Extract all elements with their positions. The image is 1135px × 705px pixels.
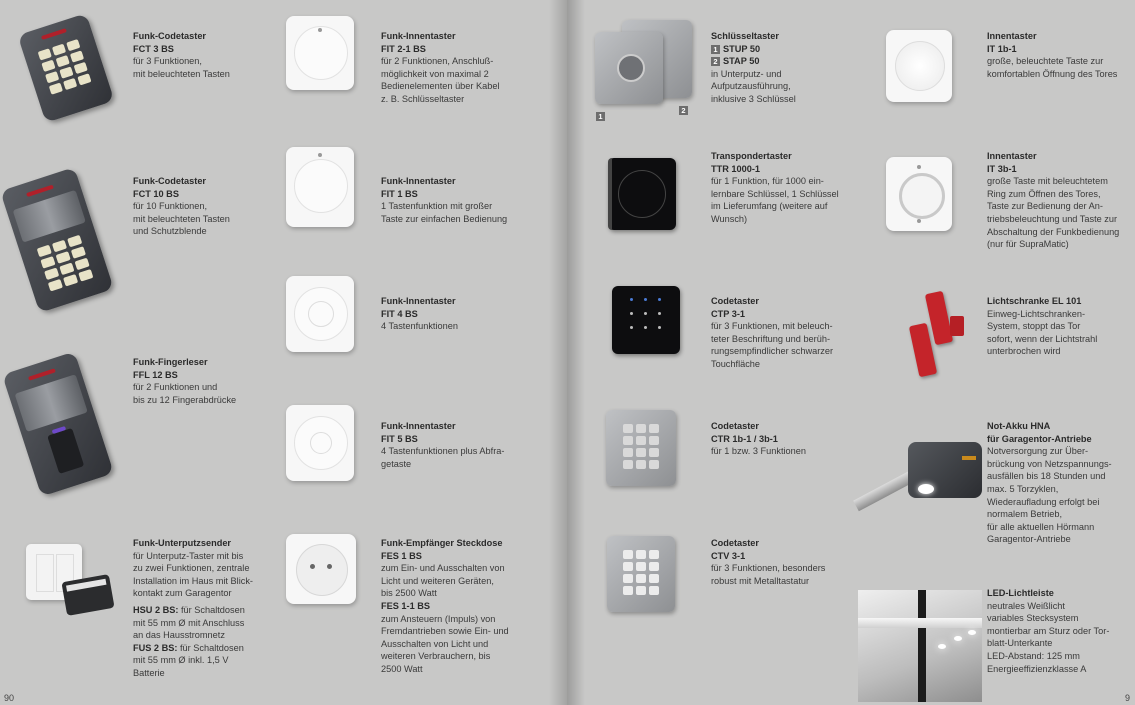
product-line: Fremdantrieben sowie Ein- und [381,626,509,637]
stup-image-badge: 1 [596,106,608,124]
product-line: bis 2500 Watt [381,588,437,599]
product-line: rungsempfindlicher schwarzer [711,346,834,357]
product-model: FCT 3 BS [133,43,174,54]
hsu2-model: HSU 2 BS: [133,604,179,615]
product-line: variables Stecksystem [987,613,1079,624]
fit5-description [381,420,504,470]
product-model: IT 3b-1 [987,163,1017,174]
product-title: Codetaster [711,296,759,306]
el101-description [987,295,1097,358]
product-model: FES 1-1 BS [381,600,431,611]
fit4-switch-image [286,276,354,352]
stap50-model: 2 STAP 50 [711,55,796,68]
product-line: mit 55 mm Ø inkl. 1,5 V [133,655,229,666]
product-line: 1 Tastenfunktion mit großer [381,201,493,212]
product-line: komfortablen Öffnung des Tores [987,68,1118,79]
product-line: LED-Abstand: 125 mm [987,650,1080,661]
product-title: LED-Lichtleiste [987,588,1054,598]
product-line: Licht und weiteren Geräten, [381,575,494,586]
product-line: 4 Tastenfunktionen plus Abfra- [381,446,505,457]
product-line: Touchfläche [711,358,761,369]
fit1-switch-image [286,147,354,227]
product-line: inklusive 3 Schlüssel [711,93,796,104]
product-line: 2500 Watt [381,663,423,674]
product-title: Funk-Empfänger Steckdose [381,538,503,548]
product-line: Batterie [133,667,165,678]
product-line: Bedienelementen über Kabel [381,81,500,92]
product-line: Notversorgung zur Über- [987,446,1089,457]
product-line: für 1 bzw. 3 Funktionen [711,446,806,457]
ctp31-touch-keypad-image [612,286,680,354]
product-line: Taste zur Bedienung der An- [987,201,1103,212]
product-line: normalem Betrieb, [987,509,1063,520]
product-line: kontakt zum Garagentor [133,588,232,599]
product-line: mit beleuchteten Tasten [133,213,230,224]
fus2-model: FUS 2 BS: [133,642,178,653]
product-line: für 2 Funktionen und [133,382,218,393]
product-line: bis zu 12 Fingerabdrücke [133,394,237,405]
stup50-key-switch-image [595,32,663,104]
hna-description [987,420,1112,546]
stap-image-badge: 2 [679,100,691,118]
ffl12-description [133,356,236,406]
ctv-description [711,537,825,587]
ctr-description [711,420,806,458]
product-title: Schlüsseltaster [711,31,779,41]
product-title: Lichtschranke EL 101 [987,296,1082,306]
product-model: CTV 3-1 [711,550,746,561]
product-line: für Unterputz-Taster mit bis [133,550,244,561]
product-model: FIT 2-1 BS [381,43,426,54]
product-line: Wunsch) [711,213,748,224]
product-line: Installation im Haus mit Blick- [133,575,253,586]
product-title: Transpondertaster [711,151,792,161]
product-line: robust mit Metalltastatur [711,575,810,586]
product-title: Funk-Codetaster [133,31,206,41]
product-model: FCT 10 BS [133,188,179,199]
product-title: Codetaster [711,538,759,548]
product-line: Aufputzausführung, [711,81,791,92]
product-title: Funk-Innentaster [381,296,456,306]
page-gutter-shadow [567,0,585,705]
product-line: teter Beschriftung und berüh- [711,333,830,344]
product-model: TTR 1000-1 [711,163,761,174]
product-line: im Lieferumfang (weitere auf [711,201,828,212]
product-model: FFL 12 BS [133,369,178,380]
hsu2-line [133,604,253,617]
product-line: für 1 Funktion, für 1000 ein- [711,176,824,187]
it3b-description [987,150,1119,251]
product-line: brückung von Netzspannungs- [987,458,1112,469]
product-title: Funk-Innentaster [381,31,456,41]
product-title: Funk-Fingerleser [133,357,208,367]
product-line: neutrales Weißlicht [987,600,1065,611]
fit5-switch-image [286,405,354,481]
hsu-description [133,537,253,680]
product-line: sofort, wenn der Lichtstrahl [987,333,1098,344]
product-line: zum Ein- und Ausschalten von [381,563,505,574]
fct3-description [133,30,230,80]
product-line: System, stoppt das Tor [987,321,1081,332]
product-title: Funk-Innentaster [381,176,456,186]
product-line: zum Ansteuern (Impuls) von [381,613,496,624]
fes-description [381,537,509,676]
product-line: getaste [381,458,412,469]
product-line: zu zwei Funktionen, zentrale [133,563,250,574]
product-line: für 10 Funktionen, [133,201,208,212]
product-line: max. 5 Torzyklen, [987,483,1059,494]
stup-description [711,30,796,106]
product-line: (nur für SupraMatic) [987,239,1069,250]
product-line: Ring zum Öffnen des Tores, [987,188,1101,199]
led-description [987,587,1109,675]
product-model: FES 1 BS [381,550,422,561]
right-page-number: 9 [1124,693,1130,703]
product-line: blatt-Unterkante [987,638,1053,649]
product-model: FIT 4 BS [381,308,418,319]
product-line: Garagentor-Antriebe [987,534,1071,545]
product-model: FIT 5 BS [381,433,418,444]
led-light-strip-image [858,590,982,702]
fit21-description [381,30,500,106]
product-line: mit beleuchteten Tasten [133,68,230,79]
stup50-model: 1 STUP 50 [711,43,796,56]
product-line: für Schaltdosen [177,642,244,653]
product-line: für 2 Funktionen, Anschluß- [381,56,494,67]
product-line: große Taste mit beleuchtetem [987,176,1108,187]
ctv-keypad-image [607,536,675,612]
it1b-description [987,30,1117,80]
product-line: mit 55 mm Ø mit Anschluss [133,617,245,628]
product-title: Innentaster [987,151,1037,161]
product-title: Codetaster [711,421,759,431]
product-line: lernbare Schlüssel, 1 Schlüssel [711,188,839,199]
fit21-switch-image [286,16,354,90]
product-title: Not-Akku HNA [987,421,1051,431]
product-line: für alle aktuellen Hörmann [987,521,1095,532]
left-page-number: 90 [4,693,15,703]
product-title: Funk-Unterputzsender [133,538,232,548]
product-line: an das Hausstromnetz [133,630,225,641]
it3b-button-image [886,157,952,231]
product-line: in Unterputz- und [711,68,782,79]
page-gutter-shadow [549,0,567,705]
product-line: Abschaltung der Funkbedienung [987,226,1120,237]
product-title: Funk-Codetaster [133,176,206,186]
el101-photocell-image [910,290,980,390]
product-line: und Schutzblende [133,226,207,237]
product-line: Taste zur einfachen Bedienung [381,213,508,224]
product-line: z. B. Schlüsseltaster [381,93,465,104]
product-model: CTP 3-1 [711,308,746,319]
product-line: für 3 Funktionen, [133,56,202,67]
product-line: Einweg-Lichtschranken- [987,308,1086,319]
hsu-transmitter-image [22,540,122,620]
fit1-description [381,175,507,225]
ctp-description [711,295,833,371]
hna-battery-drive-image [856,438,986,538]
product-model: für Garagentor-Antriebe [987,433,1092,444]
product-line: triebsbeleuchtung und Taste zur [987,213,1118,224]
product-line: möglichkeit von maximal 2 [381,68,489,79]
product-line: Energieeffizienzklasse A [987,663,1087,674]
product-title: Innentaster [987,31,1037,41]
ctr-keypad-image [606,410,676,486]
product-line: große, beleuchtete Taste zur [987,56,1104,67]
fus2-line [133,642,253,655]
fit4-description [381,295,458,333]
product-line: weiteren Verbrauchern, bis [381,651,491,662]
product-line: Ausschalten von Licht und [381,638,489,649]
ttr-description [711,150,839,226]
product-line: montierbar am Sturz oder Tor- [987,625,1110,636]
product-title: Funk-Innentaster [381,421,456,431]
product-line: für 3 Funktionen, mit beleuch- [711,321,833,332]
product-line: Wiederaufladung erfolgt bei [987,496,1100,507]
fes-socket-image [286,534,356,604]
product-line: unterbrochen wird [987,346,1061,357]
product-model: CTR 1b-1 / 3b-1 [711,433,778,444]
ttr1000-transponder-image [608,158,676,230]
product-line: 4 Tastenfunktionen [381,321,458,332]
product-model: IT 1b-1 [987,43,1017,54]
fct10-description [133,175,230,238]
product-line: für 3 Funktionen, besonders [711,563,826,574]
product-line: für Schaltdosen [178,604,245,615]
product-model: FIT 1 BS [381,188,418,199]
product-line: ausfällen bis 18 Stunden und [987,471,1106,482]
it1b-button-image [886,30,952,102]
